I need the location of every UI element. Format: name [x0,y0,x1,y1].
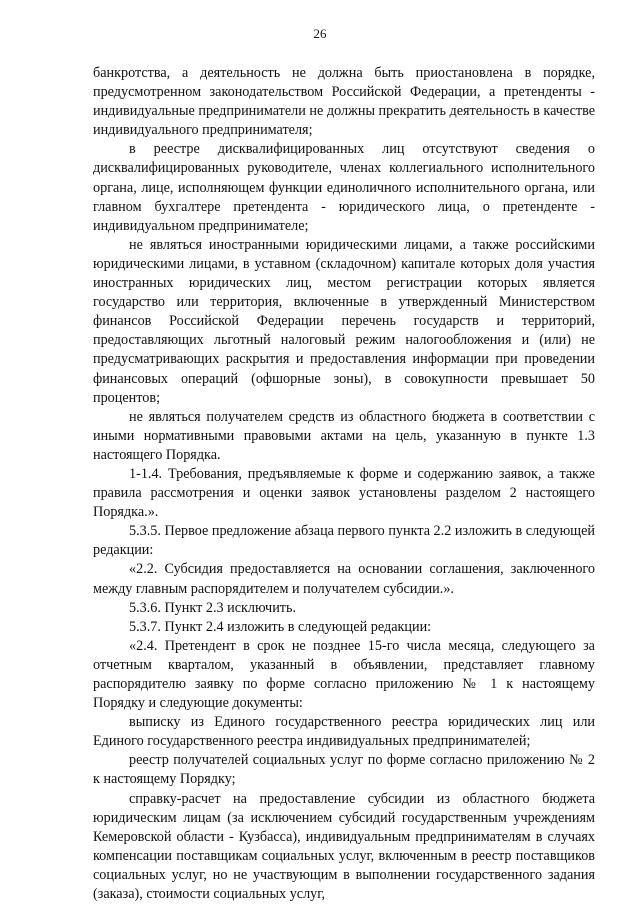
paragraph: «2.2. Субсидия предоставляется на основании соглашения, заключенного между главным распорядителем и получателем субсидии.». [93,561,595,597]
paragraph: выписку из Единого государственного реестра юридических лиц или Единого государственного реестра индивидуальных предпринимателей; [93,714,595,750]
paragraph: 5.3.6. Пункт 2.3 исключить. [129,599,297,616]
body-text [93,64,595,904]
paragraph: 5.3.7. Пункт 2.4 изложить в следующей редакции: [129,618,432,635]
paragraph: банкротства, а деятельность не должна быть приостановлена в порядке, предусмотренном законодательством Российской Федерации, а претенденты - индивидуальные предприниматели не должны прекратить деятельность в качестве индивидуального предпринимателя; [93,65,595,139]
page-number: 26 [313,26,327,41]
paragraph: не являться получателем средств из областного бюджета в соответствии с иными нормативными правовыми актами на цель, указанную в пункте 1.3 настоящего Порядка. [93,408,595,463]
paragraph: 5.3.5. Первое предложение абзаца первого пункта 2.2 изложить в следующей редакции: [93,523,595,559]
paragraph: реестр получателей социальных услуг по форме согласно приложению № 2 к настоящему Порядку; [93,752,595,788]
paragraph: справку-расчет на предоставление субсидии из областного бюджета юридическим лицам (за исключением субсидий государственным учреждениям Кемеровской области - Кузбасса), индивидуальным предпринимателям в случаях компенсации поставщикам социальных услуг, включенным в реестр поставщиков социальных услуг, но не участвующим в выполнении государственного задания (заказа), стоимости социальных услуг, [93,790,595,903]
paragraph: в реестре дисквалифицированных лиц отсутствуют сведения о дисквалифицированных руководителе, членах коллегиального исполнительного органа, лице, исполняющем функции единоличного исполнительного органа, или главном бухгалтере претендента - юридического лица, о претенденте - индивидуальном предпринимателе; [93,141,595,234]
paragraph: 1-1.4. Требования, предъявляемые к форме и содержанию заявок, а также правила рассмотрения и оценки заявок установлены разделом 2 настоящего Порядка.». [93,465,595,521]
paragraph: не являться иностранными юридическими лицами, а также российскими юридическими лицами, в уставном (складочном) капитале которых доля участия иностранных юридических лиц, местом регистрации которых является государство или территория, включенные в утвержденный Министерством финансов Российской Федерации перечень государств и территорий, предоставляющих льготный налоговый режим налогообложения и (или) не предусматривающих раскрытия и предоставления информации при проведении финансовых операций (офшорные зоны), в совокупности превышает 50 процентов; [93,236,595,406]
paragraph: «2.4. Претендент в срок не позднее 15-го числа месяца, следующего за отчетным кварталом, указанный в объявлении, представляет главному распорядителю заявку по форме согласно приложению № 1 к настоящему Порядку и следующие документы: [93,637,595,712]
